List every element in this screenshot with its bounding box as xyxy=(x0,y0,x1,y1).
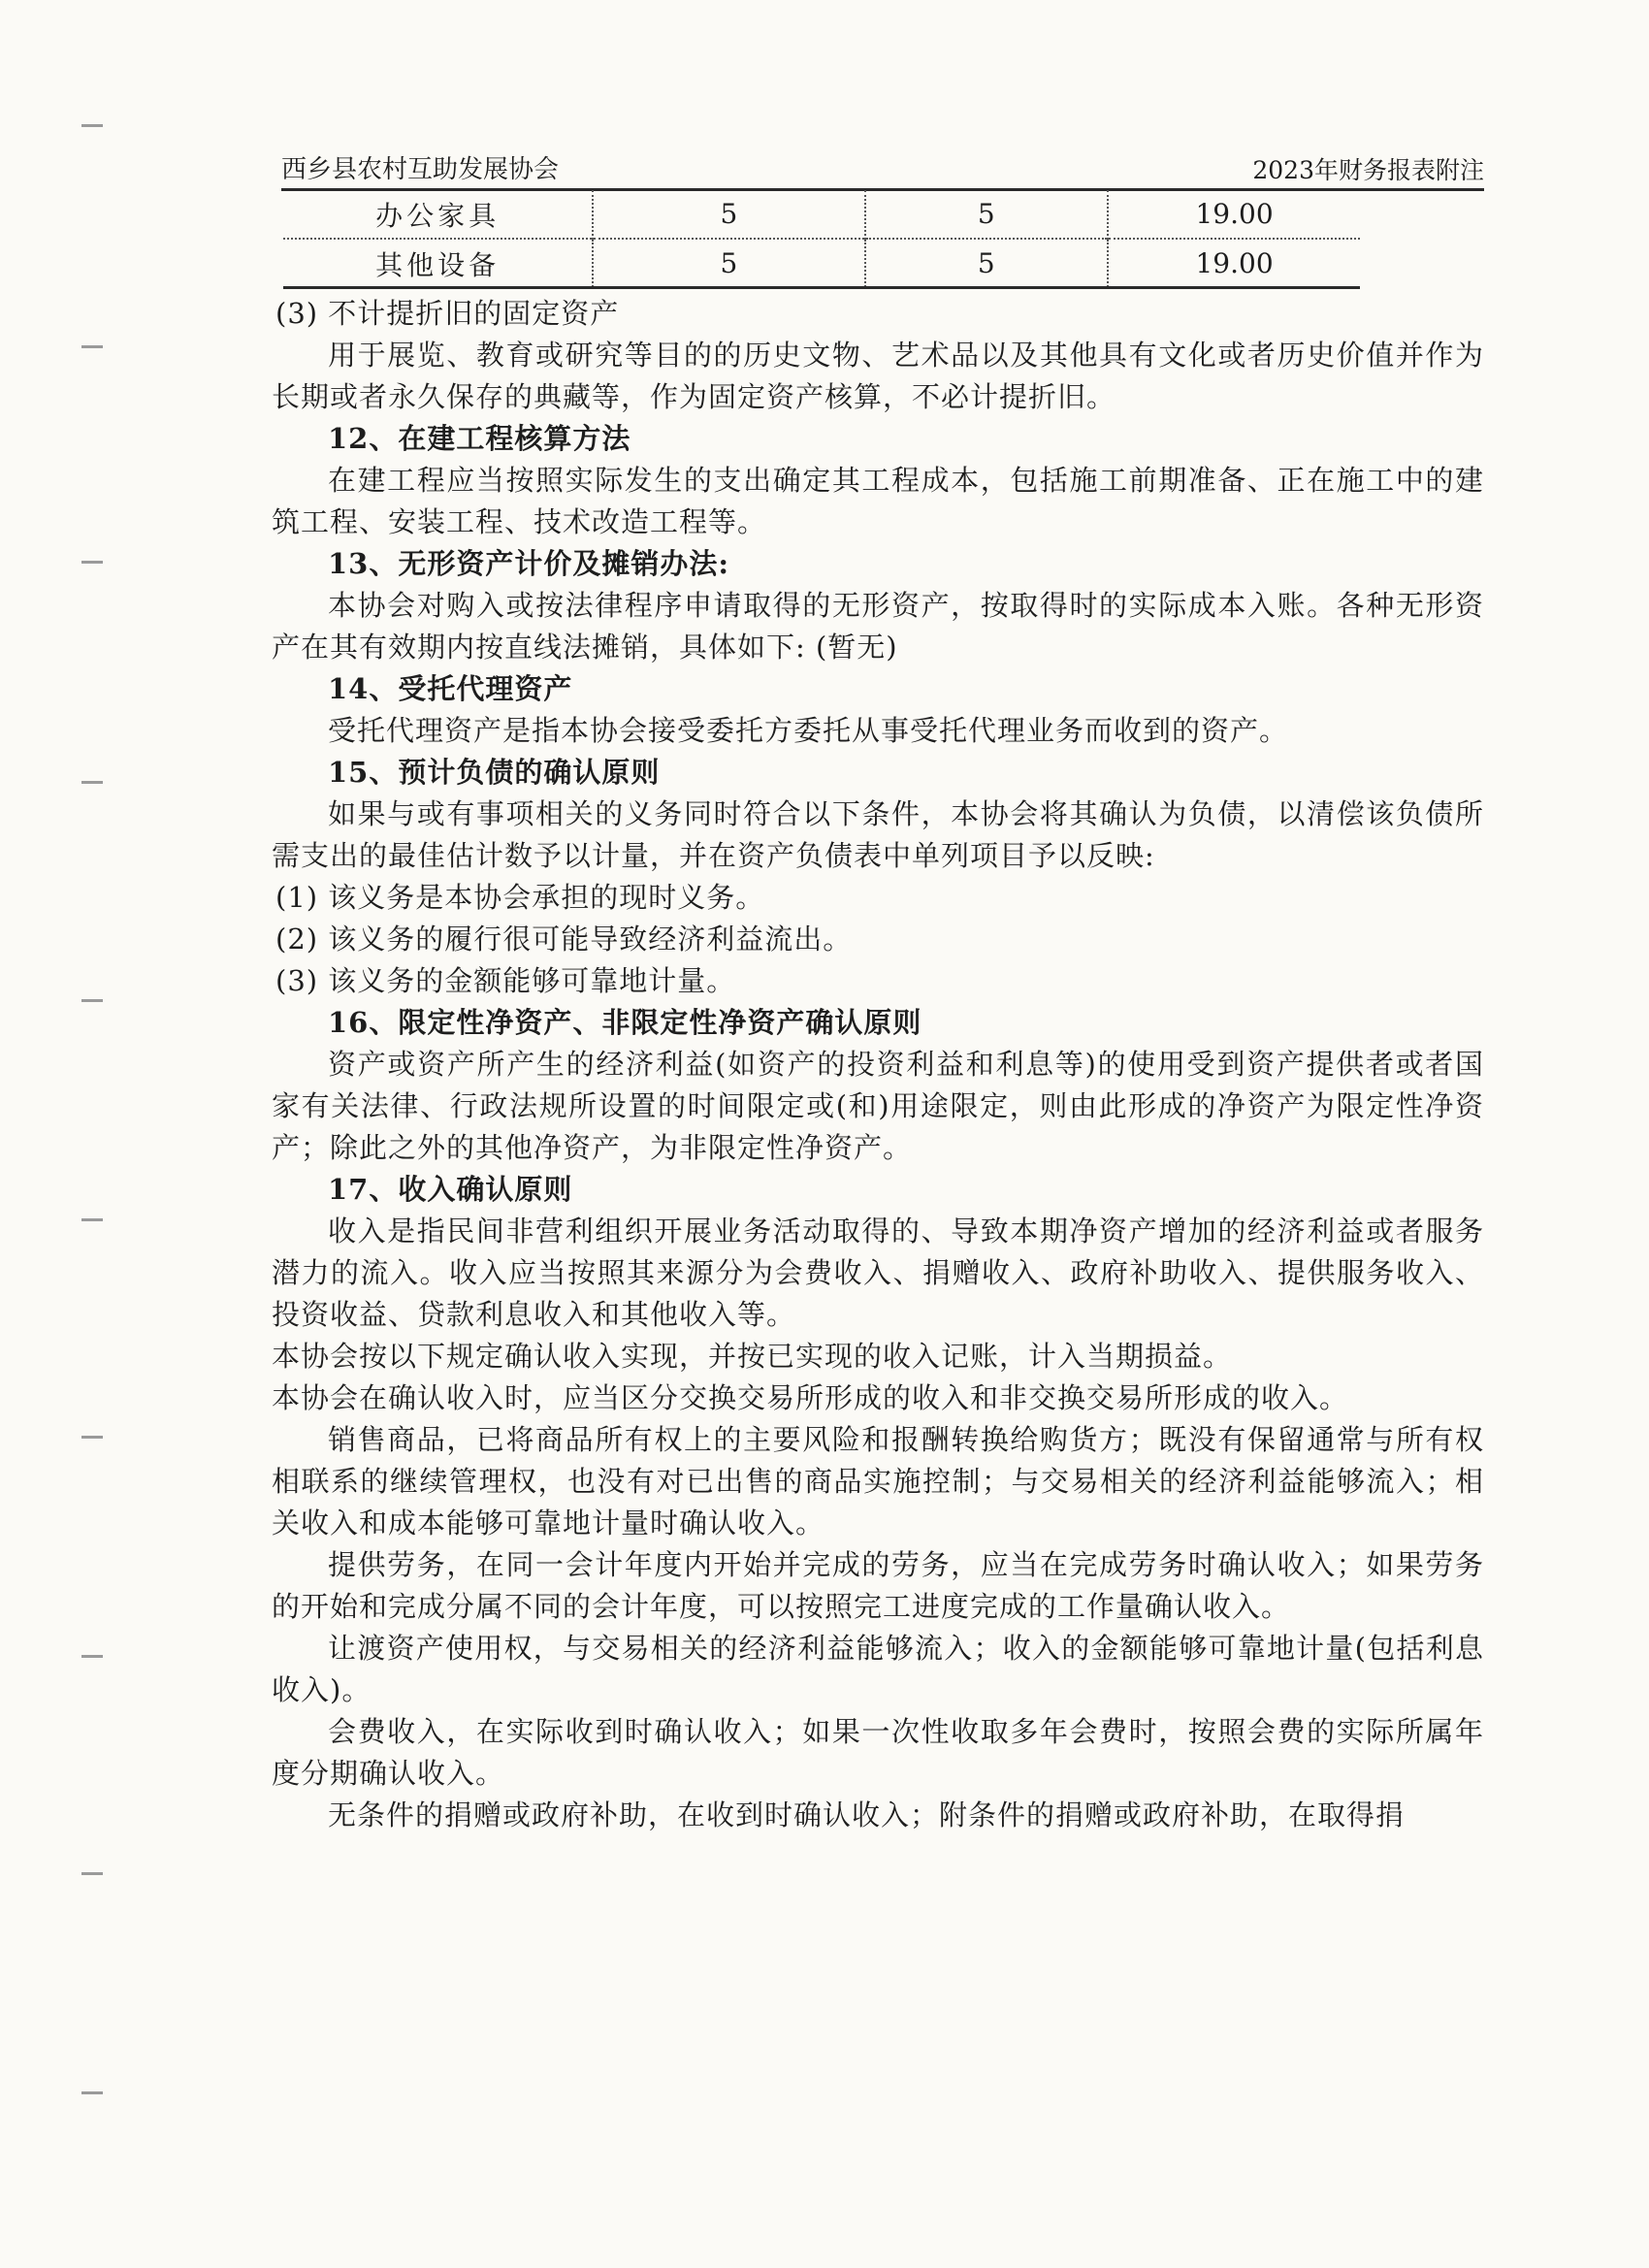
paragraph: 在建工程应当按照实际发生的支出确定其工程成本，包括施工前期准备、正在施工中的建筑工程、安装工程、技术改造工程等。 xyxy=(272,464,1484,538)
asset-name-cell: 其他设备 xyxy=(283,239,593,287)
scan-margin-mark xyxy=(81,1655,103,1658)
paragraph: 本协会对购入或按法律程序申请取得的无形资产，按取得时的实际成本入账。各种无形资产在其有效期内按直线法摊销，具体如下: (暂无) xyxy=(272,589,1484,664)
paragraph: 收入是指民间非营利组织开展业务活动取得的、导致本期净资产增加的经济利益或者服务潜力的流入。收入应当按照其来源分为会费收入、捐赠收入、政府补助收入、提供服务收入、投资收益、贷款利息收入和其他收入等。 xyxy=(272,1215,1484,1331)
rate-cell: 19.00 xyxy=(1108,190,1360,239)
section-heading: 15、预计负债的确认原则 xyxy=(328,756,661,789)
section-heading: 17、收入确认原则 xyxy=(328,1173,573,1206)
scan-margin-mark xyxy=(81,1872,103,1875)
asset-name-cell: 办公家具 xyxy=(375,199,501,232)
list-item: (1) 该义务是本协会承担的现时义务。 xyxy=(275,881,765,914)
paragraph: 本协会按以下规定确认收入实现，并按已实现的收入记账，计入当期损益。 xyxy=(272,1340,1233,1373)
scan-margin-mark xyxy=(81,345,103,348)
body-text xyxy=(272,293,1484,1836)
header-organization: 西乡县农村互助发展协会 xyxy=(281,155,560,184)
paragraph: 受托代理资产是指本协会接受委托方委托从事受托代理业务而收到的资产。 xyxy=(328,714,1289,747)
scan-margin-mark xyxy=(81,999,103,1002)
scan-margin-mark xyxy=(81,781,103,784)
list-item: (2) 该义务的履行很可能导致经济利益流出。 xyxy=(275,923,853,956)
section-heading: 16、限定性净资产、非限定性净资产确认原则 xyxy=(328,1006,922,1039)
scan-margin-mark xyxy=(81,1436,103,1439)
paragraph: 销售商品，已将商品所有权上的主要风险和报酬转换给购货方；既没有保留通常与所有权相联系的继续管理权，也没有对已出售的商品实施控制；与交易相关的经济利益能够流入；相关收入和成本能够可靠地计量时确认收入。 xyxy=(272,1423,1484,1539)
section-heading: 14、受托代理资产 xyxy=(328,672,573,705)
depreciation-table xyxy=(283,190,1360,287)
scan-margin-mark xyxy=(81,124,103,127)
paragraph: 提供劳务，在同一会计年度内开始并完成的劳务，应当在完成劳务时确认收入；如果劳务的开始和完成分属不同的会计年度，可以按照完工进度完成的工作量确认收入。 xyxy=(272,1548,1484,1623)
header-document-title: 2023年财务报表附注 xyxy=(1252,156,1484,184)
scan-margin-mark xyxy=(81,561,103,564)
value-cell: 5 xyxy=(593,190,864,239)
scan-margin-mark xyxy=(81,1218,103,1221)
table-row xyxy=(283,239,1360,287)
section-heading: 13、无形资产计价及摊销办法: xyxy=(328,547,730,580)
rate-cell: 19.00 xyxy=(1108,239,1360,287)
scan-margin-mark xyxy=(81,2091,103,2094)
table-row xyxy=(283,190,1360,239)
paragraph: 如果与或有事项相关的义务同时符合以下条件，本协会将其确认为负债，以清偿该负债所需支出的最佳估计数予以计量，并在资产负债表中单列项目予以反映: xyxy=(272,797,1484,872)
paragraph: 资产或资产所产生的经济利益(如资产的投资利益和利息等)的使用受到资产提供者或者国家有关法律、行政法规所设置的时间限定或(和)用途限定，则由此形成的净资产为限定性净资产；除此之外的其他净资产，为非限定性净资产。 xyxy=(272,1048,1484,1164)
paragraph: 会费收入，在实际收到时确认收入；如果一次性收取多年会费时，按照会费的实际所属年度分期确认收入。 xyxy=(272,1715,1484,1790)
subsection-line: (3) 不计提折旧的固定资产 xyxy=(275,297,620,330)
paragraph: 无条件的捐赠或政府补助，在收到时确认收入；附条件的捐赠或政府补助，在取得捐 xyxy=(328,1798,1406,1831)
value-cell: 5 xyxy=(593,239,864,287)
list-item: (3) 该义务的金额能够可靠地计量。 xyxy=(275,964,736,997)
section-heading: 12、在建工程核算方法 xyxy=(328,422,631,455)
paragraph: 用于展览、教育或研究等目的的历史文物、艺术品以及其他具有文化或者历史价值并作为长期或者永久保存的典藏等，作为固定资产核算，不必计提折旧。 xyxy=(272,339,1484,413)
page-header xyxy=(281,144,1484,184)
table-bottom-rule xyxy=(283,286,1360,289)
paragraph: 让渡资产使用权，与交易相关的经济利益能够流入；收入的金额能够可靠地计量(包括利息收入)。 xyxy=(272,1632,1484,1706)
value-cell: 5 xyxy=(865,190,1109,239)
value-cell: 5 xyxy=(865,239,1109,287)
paragraph: 本协会在确认收入时，应当区分交换交易所形成的收入和非交换交易所形成的收入。 xyxy=(272,1381,1349,1414)
